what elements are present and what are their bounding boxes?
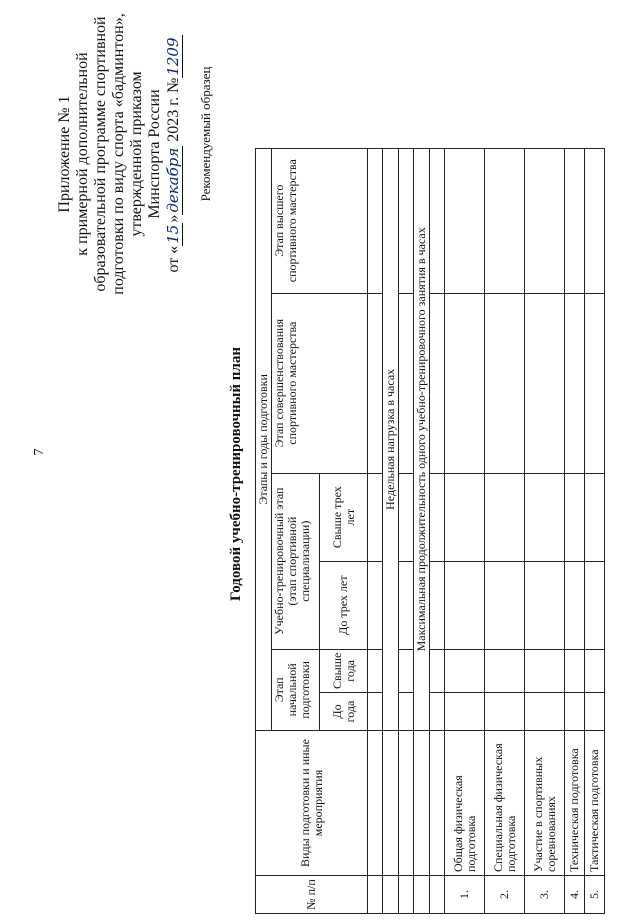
row-activity: Техническая подготовка [565, 731, 585, 876]
empty-cell [368, 473, 383, 561]
empty-cell [368, 731, 383, 876]
empty-cell [485, 561, 525, 649]
empty-cell [430, 561, 445, 649]
empty-cell [430, 649, 445, 692]
header-kind: Виды подготовки и иные мероприятия [256, 731, 368, 876]
appendix-line-4: подготовки по виду спорта «бадминтон», [110, 13, 127, 295]
empty-cell [565, 293, 585, 473]
appendix-line-1: Приложение № 1 [56, 95, 73, 213]
appendix-line-6: Минспорта России [146, 89, 163, 219]
empty-cell [485, 293, 525, 473]
empty-cell [399, 731, 414, 876]
empty-cell [383, 876, 399, 914]
row-number: 2. [485, 876, 525, 914]
row-activity: Специальная физическая подготовка [485, 731, 525, 876]
empty-cell [525, 293, 565, 473]
empty-cell [414, 731, 430, 876]
order-number: 1209 [164, 37, 182, 76]
empty-cell [414, 876, 430, 914]
header-stage-improvement: Этап совершенствования спортивного мастерства [272, 293, 368, 473]
appendix-line-5: утвержденной приказом [128, 71, 145, 237]
row-number: 3. [525, 876, 565, 914]
empty-cell [565, 649, 585, 692]
appendix-date-line [164, 4, 183, 304]
empty-cell [399, 293, 414, 473]
empty-cell [485, 148, 525, 293]
empty-cell [565, 693, 585, 731]
appendix-line-2: к примерной дополнительной [74, 52, 91, 256]
empty-cell [445, 649, 485, 692]
empty-cell [485, 473, 525, 561]
empty-cell [430, 293, 445, 473]
header-up-to-three: До трех лет [320, 561, 368, 649]
row-number: 1. [445, 876, 485, 914]
empty-cell [445, 693, 485, 731]
empty-cell [445, 148, 485, 293]
empty-cell [445, 293, 485, 473]
empty-cell [383, 731, 399, 876]
recommended-sample-note: Рекомендуемый образец [198, 66, 213, 202]
empty-cell [430, 693, 445, 731]
empty-cell [585, 561, 605, 649]
empty-cell [399, 561, 414, 649]
empty-cell [368, 649, 383, 692]
empty-cell [430, 473, 445, 561]
empty-cell [585, 473, 605, 561]
empty-cell [399, 649, 414, 692]
header-num: № п/п [256, 876, 368, 914]
empty-cell [525, 473, 565, 561]
date-prefix: от « [165, 245, 182, 273]
appendix-line-3: образовательной программе спортивной [92, 16, 109, 292]
date-day: 15 [164, 224, 182, 244]
header-over-year: Свыше года [320, 649, 368, 692]
row-activity: Тактическая подготовка [585, 731, 605, 876]
empty-cell [399, 473, 414, 561]
empty-cell [399, 693, 414, 731]
empty-cell [368, 693, 383, 731]
appendix-block [56, 4, 183, 304]
empty-cell [368, 148, 383, 293]
empty-cell [565, 473, 585, 561]
page-number: 7 [32, 448, 47, 456]
empty-cell [585, 693, 605, 731]
header-stage-training: Учебно-тренировочный этап (этап спортивной специализации) [272, 473, 320, 649]
empty-cell [585, 293, 605, 473]
document-title: Годовой учебно-тренировочный план [228, 347, 244, 601]
empty-cell [585, 148, 605, 293]
header-stage-highest: Этап высшего спортивного мастерства [272, 148, 368, 293]
empty-cell [399, 148, 414, 293]
empty-cell [485, 693, 525, 731]
empty-cell [445, 561, 485, 649]
header-up-to-year: До года [320, 693, 368, 731]
empty-cell [368, 876, 383, 914]
header-over-three: Свыше трех лет [320, 473, 368, 561]
empty-cell [430, 731, 445, 876]
empty-cell [525, 649, 565, 692]
weekly-load-row: Недельная нагрузка в часах [383, 148, 399, 730]
date-year: 2023 г. № [165, 77, 182, 142]
empty-cell [430, 148, 445, 293]
date-month: декабря [164, 147, 182, 213]
max-duration-row: Максимальная продолжительность одного учебно-тренировочного занятия в часах [414, 148, 430, 730]
empty-cell [565, 561, 585, 649]
training-plan-table [255, 148, 605, 914]
empty-cell [368, 293, 383, 473]
date-mid: » [165, 214, 182, 223]
row-activity: Участие в спортивных соревнованиях [525, 731, 565, 876]
row-number: 4. [565, 876, 585, 914]
header-stage-initial: Этап начальной подготовки [272, 649, 320, 730]
header-stages: Этапы и годы подготовки [256, 148, 272, 730]
empty-cell [585, 649, 605, 692]
row-activity: Общая физическая подготовка [445, 731, 485, 876]
empty-cell [525, 561, 565, 649]
empty-cell [368, 561, 383, 649]
empty-cell [525, 693, 565, 731]
empty-cell [445, 473, 485, 561]
empty-cell [485, 649, 525, 692]
empty-cell [525, 148, 565, 293]
empty-cell [399, 876, 414, 914]
row-number: 5. [585, 876, 605, 914]
empty-cell [565, 148, 585, 293]
empty-cell [430, 876, 445, 914]
